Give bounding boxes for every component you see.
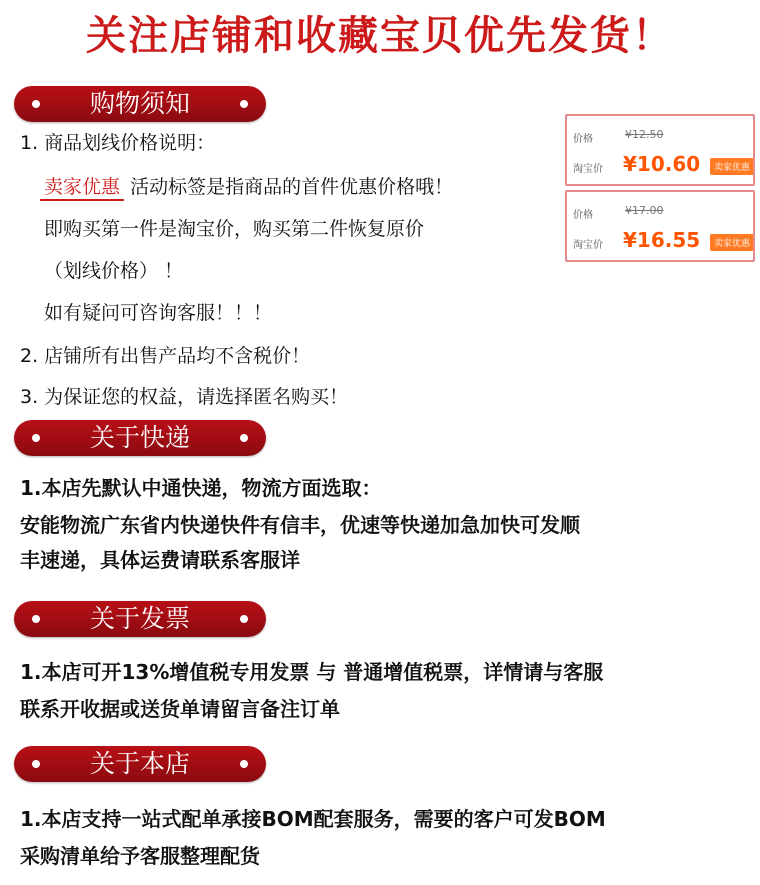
section-title: 关于本店	[89, 749, 190, 778]
seller-discount-tag: 卖家优惠	[40, 176, 124, 201]
price-card-1	[565, 114, 755, 186]
notice-item-2: 2. 店铺所有出售产品均不含税价！	[20, 345, 311, 367]
sale-price: ¥16.55	[623, 228, 701, 252]
ribbon-dot-icon	[240, 760, 248, 768]
shipping-line-1: 1.本店先默认中通快递，物流方面选取：	[20, 476, 382, 500]
notice-item-1-line1-text: 活动标签是指商品的首件优惠价格哦！	[130, 176, 454, 198]
price-label: 价格	[573, 210, 593, 221]
seller-discount-badge: 卖家优惠	[710, 234, 754, 251]
section-ribbon-store	[14, 746, 266, 782]
taobao-price-label: 淘宝价	[573, 164, 603, 175]
section-ribbon-shipping	[14, 420, 266, 456]
invoice-line-1: 1.本店可开13%增值税专用发票 与 普通增值税票，详情请与客服	[20, 660, 604, 684]
notice-item-1-line2: 即购买第一件是淘宝价，购买第二件恢复原价	[44, 218, 425, 240]
seller-discount-badge: 卖家优惠	[710, 158, 754, 175]
ribbon-dot-icon	[32, 100, 40, 108]
ribbon-dot-icon	[32, 434, 40, 442]
original-price: ¥12.50	[625, 128, 664, 141]
page-headline: 关注店铺和收藏宝贝优先发货！	[86, 12, 674, 59]
sale-price: ¥10.60	[623, 152, 701, 176]
store-line-1: 1.本店支持一站式配单承接BOM配套服务，需要的客户可发BOM	[20, 807, 606, 831]
shipping-line-2: 安能物流广东省内快递快件有信丰，优速等快递加急加快可发顺	[20, 513, 580, 537]
section-title: 购物须知	[89, 89, 190, 118]
ribbon-dot-icon	[32, 760, 40, 768]
original-price: ¥17.00	[625, 204, 664, 217]
notice-item-1-line4: 如有疑问可咨询客服！！！	[44, 302, 273, 324]
section-title: 关于发票	[89, 604, 190, 633]
section-ribbon-invoice	[14, 601, 266, 637]
notice-item-1-line3: （划线价格） ！	[44, 260, 184, 282]
taobao-price-label: 淘宝价	[573, 240, 603, 251]
ribbon-dot-icon	[240, 434, 248, 442]
notice-item-1-title: 1. 商品划线价格说明：	[20, 132, 216, 154]
notice-item-3: 3. 为保证您的权益，请选择匿名购买！	[20, 386, 349, 408]
price-label: 价格	[573, 134, 593, 145]
shipping-line-3: 丰速递，具体运费请联系客服详	[20, 548, 300, 572]
ribbon-dot-icon	[32, 615, 40, 623]
store-line-2: 采购清单给予客服整理配货	[20, 844, 260, 868]
ribbon-dot-icon	[240, 100, 248, 108]
notice-item-1-line1	[40, 172, 453, 199]
section-title: 关于快递	[89, 423, 190, 452]
invoice-line-2: 联系开收据或送货单请留言备注订单	[20, 697, 340, 721]
section-ribbon-notice	[14, 86, 266, 122]
ribbon-dot-icon	[240, 615, 248, 623]
price-card-2	[565, 190, 755, 262]
